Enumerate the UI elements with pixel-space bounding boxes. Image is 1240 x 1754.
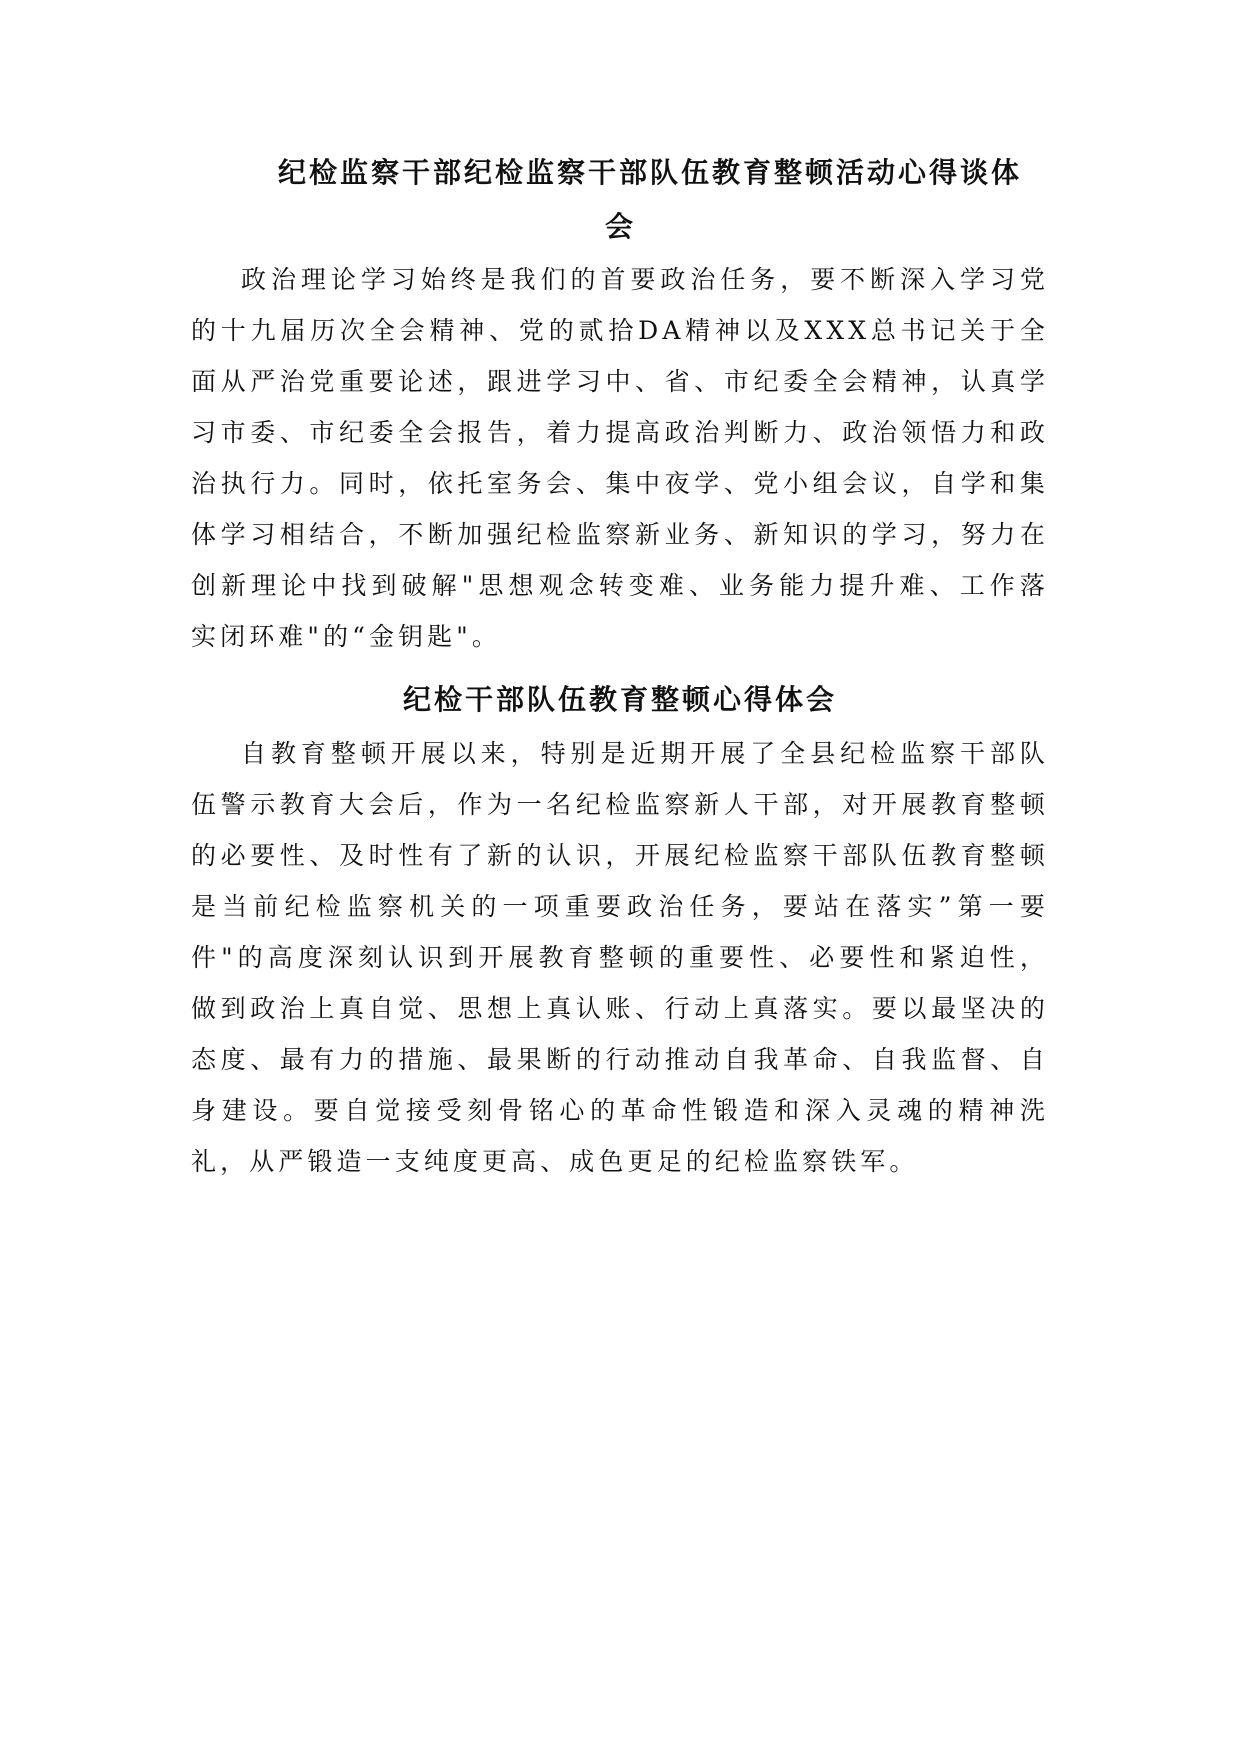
paragraph-political-study: 政治理论学习始终是我们的首要政治任务，要不断深入学习党的十九届历次全会精神、党的贰拾DA精神以及XXX总书记关于全面从严治党重要论述，跟进学习中、省、市纪委全会精神，认真学习市委、市纪委全会报告，着力提高政治判断力、政治领悟力和政治执行力。同时，依托室务会、集中夜学、党小组会议，自学和集体学习相结合，不断加强纪检监察新业务、新知识的学习，努力在创新理论中找到破解"思想观念转变难、业务能力提升难、工作落实闭环难"的“金钥匙"。 xyxy=(191,265,1049,651)
document-title-line-2: 会 xyxy=(604,210,635,243)
document-body xyxy=(191,146,1049,1187)
document-title-line-1: 纪检监察干部纪检监察干部队伍教育整顿活动心得谈体 xyxy=(277,156,1022,189)
section-title: 纪检干部队伍教育整顿心得体会 xyxy=(402,683,837,716)
paragraph-education-rectification: 自教育整顿开展以来，特别是近期开展了全县纪检监察干部队伍警示教育大会后，作为一名纪检监察新人干部，对开展教育整顿的必要性、及时性有了新的认识，开展纪检监察干部队伍教育整顿是当前纪检监察机关的一项重要政治任务，要站在落实”第一要件"的高度深刻认识到开展教育整顿的重要性、必要性和紧迫性，做到政治上真自觉、思想上真认账、行动上真落实。要以最坚决的态度、最有力的措施、最果断的行动推动自我革命、自我监督、自身建设。要自觉接受刻骨铭心的革命性锻造和深入灵魂的精神洗礼，从严锻造一支纯度更高、成色更足的纪检监察铁军。 xyxy=(191,739,1049,1176)
